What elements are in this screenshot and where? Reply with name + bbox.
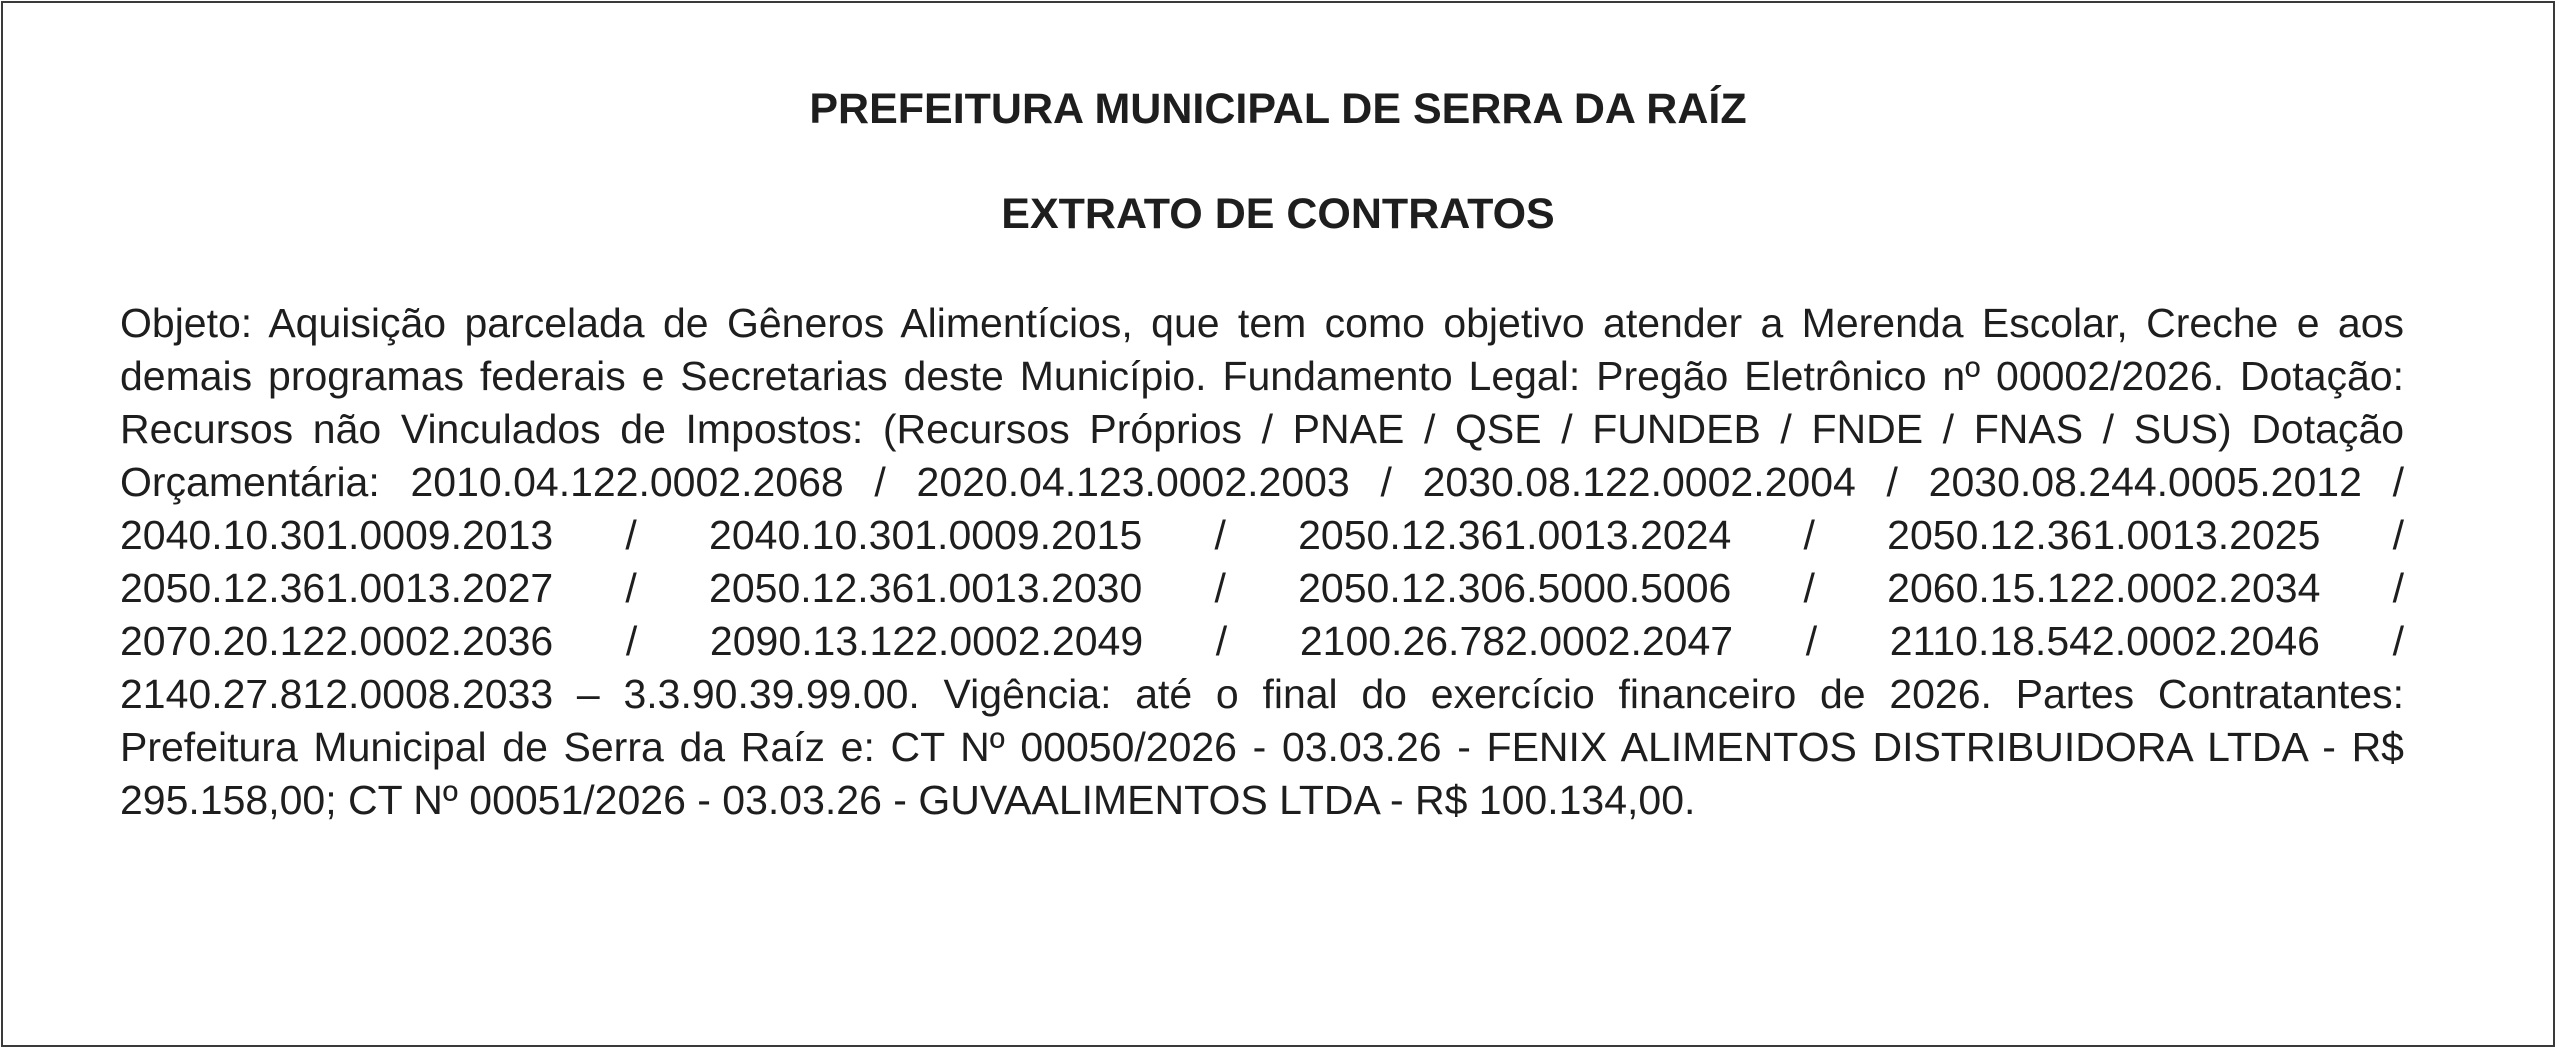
document-frame [1,1,2555,1047]
document-subheading: EXTRATO DE CONTRATOS [1001,190,1555,238]
document-heading: PREFEITURA MUNICIPAL DE SERRA DA RAÍZ [809,85,1747,133]
contract-extract-text: Objeto: Aquisição parcelada de Gêneros Alimentícios, que tem como objetivo atender a Merenda Escolar, Creche e aos demais programas federais e Secretarias deste Município. Fundamento Legal: Pregão Eletrônico nº 00002/2026. Dotação: Recursos não Vinculados de Impostos: (Recursos Próprios / PNAE / QSE / FUNDEB / FNDE / FNAS / SUS) Dotação Orçamentária: 2010.04.122.0002.2068 / 2020.04.123.0002.2003 / 2030.08.122.0002.2004 / 2030.08.244.0005.2012 / 2040.10.301.0009.2013 / 2040.10.301.0009.2015 / 2050.12.361.0013.2024 / 2050.12.361.0013.2025 / 2050.12.361.0013.2027 / 2050.12.361.0013.2030 / 2050.12.306.5000.5006 / 2060.15.122.0002.2034 / 2070.20.122.0002.2036 / 2090.13.122.0002.2049 / 2100.26.782.0002.2047 / 2110.18.542.0002.2046 / 2140.27.812.0008.2033 – 3.3.90.39.99.00. Vigência: até o final do exercício financeiro de 2026. Partes Contratantes: Prefeitura Municipal de Serra da Raíz e: CT Nº 00050/2026 - 03.03.26 - FENIX ALIMENTOS DISTRIBUIDORA LTDA - R$ 295.158,00; CT Nº 00051/2026 - 03.03.26 - GUVAALIMENTOS LTDA - R$ 100.134,00. [120,300,2404,823]
